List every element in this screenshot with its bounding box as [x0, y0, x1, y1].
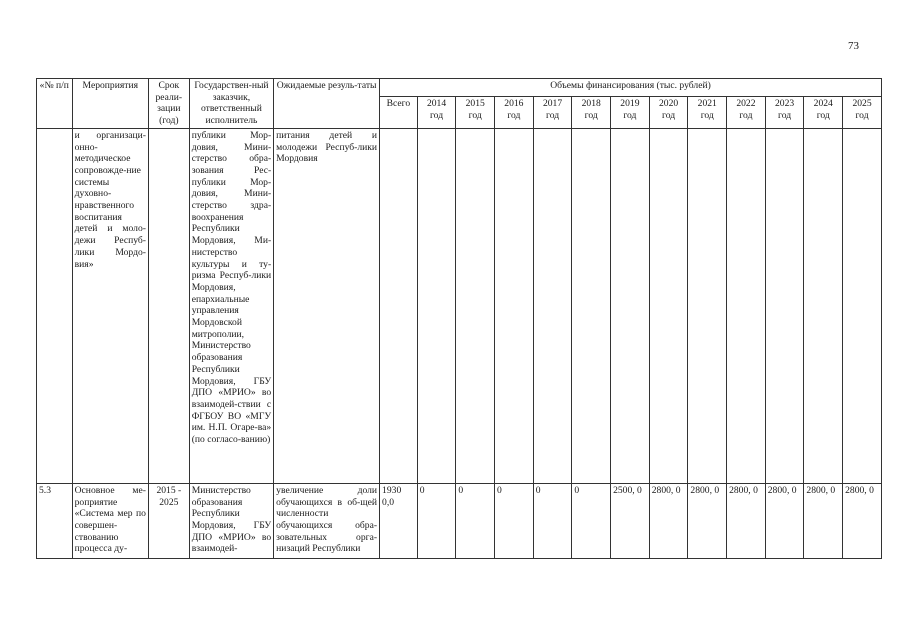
- cell-year-value: 2800, 0: [765, 483, 804, 558]
- cell-year-value: [417, 128, 456, 483]
- cell-year-value: 0: [533, 483, 572, 558]
- cell-year-value: 2800, 0: [804, 483, 843, 558]
- cell-year-value: 2800, 0: [688, 483, 727, 558]
- cell-year-value: [727, 128, 766, 483]
- cell-year-value: [456, 128, 495, 483]
- header-results: Ожидаемые резуль-таты: [274, 79, 380, 129]
- cell-year-value: 2800, 0: [649, 483, 688, 558]
- cell-term: [148, 128, 189, 483]
- header-num: «№ п/п: [37, 79, 73, 129]
- cell-results: питания детей и молодежи Респуб-лики Мордовия: [274, 128, 380, 483]
- header-year: 2021 год: [688, 96, 727, 128]
- cell-year-value: [533, 128, 572, 483]
- header-event: Мероприятия: [72, 79, 148, 129]
- cell-total: 1930 0,0: [380, 483, 418, 558]
- cell-year-value: [688, 128, 727, 483]
- header-customer: Государствен-ный заказчик, ответственный исполнитель: [189, 79, 273, 129]
- header-year: 2023 год: [765, 96, 804, 128]
- cell-total: [380, 128, 418, 483]
- table-row: [37, 483, 882, 558]
- header-year: 2014 год: [417, 96, 456, 128]
- header-year: 2024 год: [804, 96, 843, 128]
- page-number: 73: [848, 40, 859, 52]
- cell-year-value: 2500, 0: [611, 483, 650, 558]
- table-row: [37, 128, 882, 483]
- header-row-1: [37, 79, 882, 97]
- header-term: Срок реали-зации (год): [148, 79, 189, 129]
- cell-year-value: [804, 128, 843, 483]
- header-year: 2016 год: [495, 96, 534, 128]
- header-year: 2022 год: [727, 96, 766, 128]
- cell-year-value: 2800, 0: [843, 483, 882, 558]
- cell-year-value: 0: [572, 483, 611, 558]
- header-funding-group: Объемы финансирования (тыс. рублей): [380, 79, 882, 97]
- cell-year-value: [649, 128, 688, 483]
- cell-num: [37, 128, 73, 483]
- cell-customer: Министерство образования Республики Мордовия, ГБУ ДПО «МРИО» во взаимодей-: [189, 483, 273, 558]
- cell-results: увеличение доли обучающихся в об-щей численности обучающихся обра-зовательных орга-низаций Республики: [274, 483, 380, 558]
- cell-num: 5.3: [37, 483, 73, 558]
- cell-year-value: 0: [495, 483, 534, 558]
- funding-table: [36, 78, 882, 559]
- cell-year-value: [495, 128, 534, 483]
- cell-year-value: [611, 128, 650, 483]
- header-year: 2020 год: [649, 96, 688, 128]
- cell-year-value: 0: [417, 483, 456, 558]
- cell-year-value: 2800, 0: [727, 483, 766, 558]
- cell-year-value: [765, 128, 804, 483]
- cell-year-value: 0: [456, 483, 495, 558]
- header-total: Всего: [380, 96, 418, 128]
- cell-year-value: [843, 128, 882, 483]
- cell-event: Основное ме-роприятие «Система мер по совершен-ствованию процесса ду-: [72, 483, 148, 558]
- header-year: 2017 год: [533, 96, 572, 128]
- header-year: 2018 год: [572, 96, 611, 128]
- cell-event: и организаци-онно-методическое сопровожде-ние системы духовно-нравственного воспитания детей и моло-дежи Респуб-лики Мордо-вия»: [72, 128, 148, 483]
- cell-term: 2015 - 2025: [148, 483, 189, 558]
- cell-customer: публики Мор-довия, Мини-стерство обра-зования Рес-публики Мор-довия, Мини-стерство здра-воохранения Республики Мордовия, Ми-нистерство культуры и ту-ризма Респуб-лики Мордовия, епархиальные управления Мордовской митрополии, Министерство образования Республики Мордовия, ГБУ ДПО «МРИО» во взаимодей-ствии с ФГБОУ ВО «МГУ им. Н.П. Огаре-ва» (по согласо-ванию): [189, 128, 273, 483]
- cell-year-value: [572, 128, 611, 483]
- header-year: 2019 год: [611, 96, 650, 128]
- header-year: 2015 год: [456, 96, 495, 128]
- header-year: 2025 год: [843, 96, 882, 128]
